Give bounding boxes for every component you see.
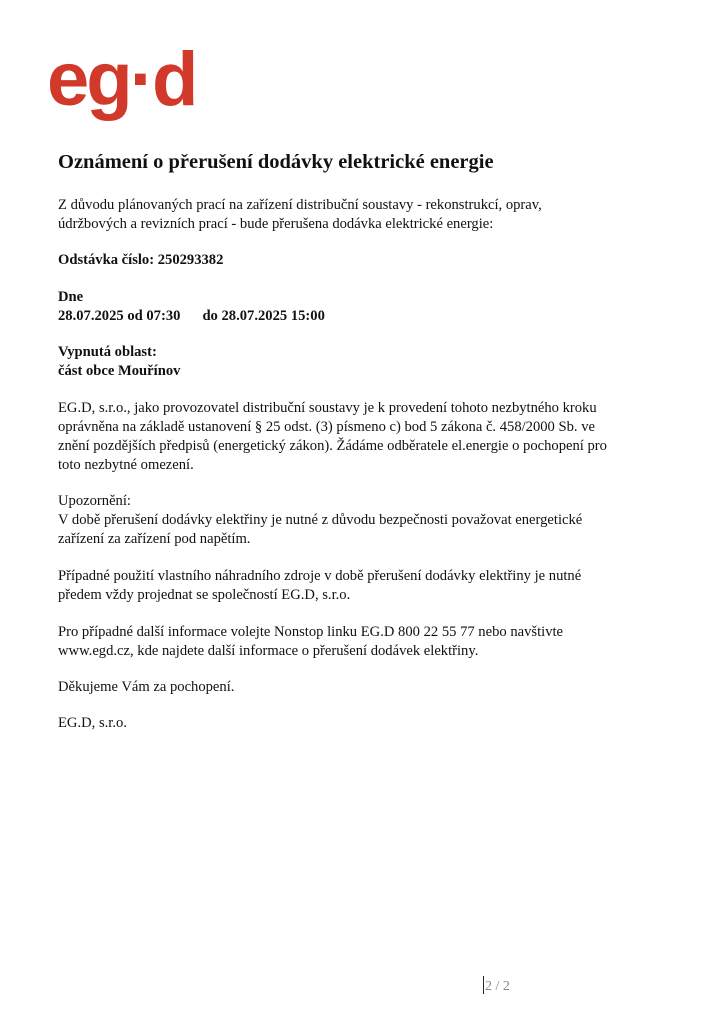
text-line: V době přerušení dodávky elektřiny je nutné z důvodu bezpečnosti považovat energetické (58, 512, 583, 528)
intro-paragraph (58, 196, 542, 234)
outage-area (58, 343, 180, 381)
area-value: část obce Mouřínov (58, 363, 181, 379)
text-line: Z důvodu plánovaných prací na zařízení distribuční soustavy - rekonstrukcí, oprav, (58, 197, 542, 213)
date-from: 28.07.2025 od 07:30 (58, 308, 181, 324)
text-line: zařízení za zařízení pod napětím. (58, 531, 251, 547)
date-to: do 28.07.2025 15:00 (202, 308, 325, 324)
area-label: Vypnutá oblast: (58, 344, 157, 360)
legal-paragraph (58, 399, 607, 475)
backup-paragraph (58, 567, 581, 605)
outage-date (58, 288, 325, 326)
text-line: Pro případné další informace volejte Nonstop linku EG.D 800 22 55 77 nebo navštivte (58, 624, 564, 640)
warning-paragraph (58, 492, 582, 549)
text-line: www.egd.cz, kde najdete další informace o přerušení dodávek elektřiny. (58, 643, 479, 659)
outage-number: Odstávka číslo: 250293382 (58, 252, 224, 268)
text-line: údržbových a revizních prací - bude přerušena dodávka elektrické energie: (58, 216, 494, 232)
text-line: znění pozdějších předpisů (energetický zákon). Žádáme odběratele el.energie o pochopení pro (58, 438, 607, 454)
signature: EG.D, s.r.o. (58, 715, 127, 731)
text-line: Případné použití vlastního náhradního zdroje v době přerušení dodávky elektřiny je nutné (58, 568, 582, 584)
text-line: toto nezbytné omezení. (58, 457, 194, 473)
page-number: 2 / 2 (485, 979, 510, 994)
date-label: Dne (58, 289, 84, 305)
text-line: oprávněna na základě ustanovení § 25 odst. (3) písmeno c) bod 5 zákona č. 458/2000 Sb. ve (58, 419, 595, 435)
egd-logo: eg·d (47, 37, 196, 122)
text-cursor (483, 976, 484, 994)
info-paragraph (58, 623, 563, 661)
text-line: předem vždy projednat se společností EG.D, s.r.o. (58, 587, 351, 603)
page-indicator (483, 976, 510, 995)
page-title: Oznámení o přerušení dodávky elektrické energie (58, 151, 494, 173)
thanks-text: Děkujeme Vám za pochopení. (58, 679, 235, 695)
text-line: EG.D, s.r.o., jako provozovatel distribuční soustavy je k provedení tohoto nezbytného kroku (58, 400, 597, 416)
text-line: Upozornění: (58, 493, 131, 509)
